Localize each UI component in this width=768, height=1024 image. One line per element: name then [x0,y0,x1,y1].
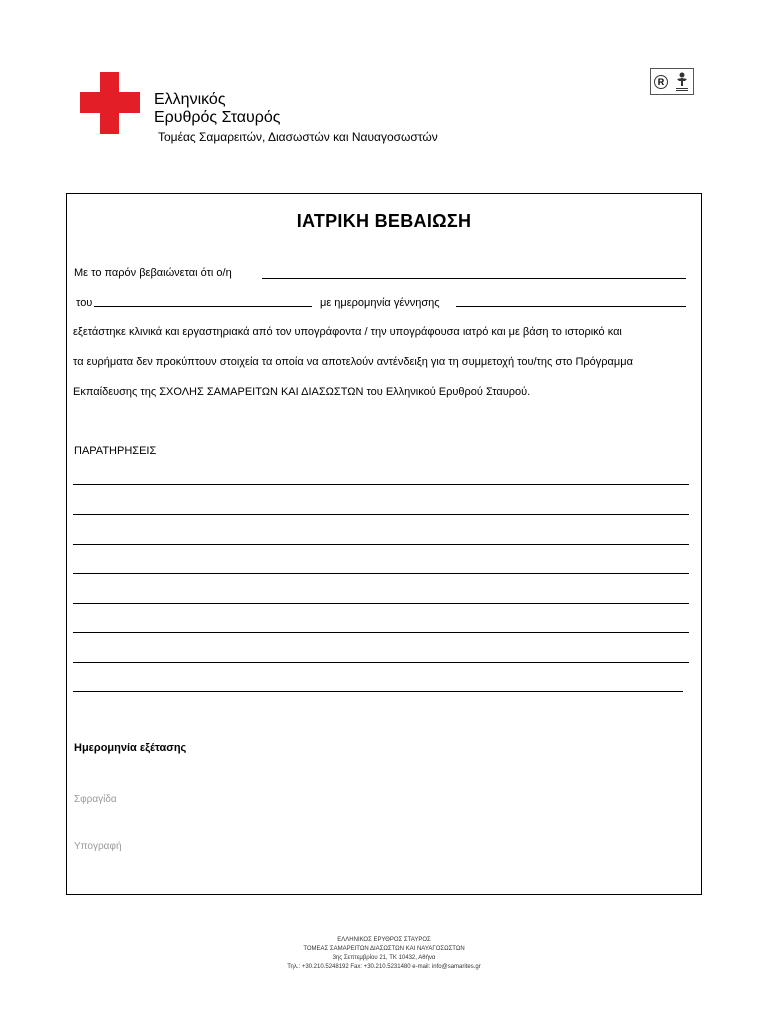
org-name-line1: Ελληνικός [154,91,226,108]
body-text-line3: Εκπαίδευσης της ΣΧΟΛΗΣ ΣΑΜΑΡΕΙΤΩΝ ΚΑΙ ΔΙΑΣΩΣΤΩΝ του Ελληνικού Ερυθρού Σταυρού. [73,386,531,398]
birth-date-label: με ημερομηνία γέννησης [320,297,440,309]
signature-label: Υπογραφή [74,841,122,852]
patient-name-field[interactable] [262,278,686,279]
org-sector: Τομέας Σαμαρειτών, Διασωστών και Ναυαγοσωστών [158,130,438,144]
certification-badge [650,68,694,95]
exam-date-label: Ημερομηνία εξέτασης [74,742,187,754]
birth-date-field[interactable] [456,306,686,307]
father-name-label: του [76,297,93,309]
remarks-line[interactable] [73,662,689,663]
remarks-line[interactable] [73,573,689,574]
patient-name-label: Με το παρόν βεβαιώνεται ότι ο/η [74,267,232,279]
stamp-label: Σφραγίδα [74,794,117,805]
footer-address: 3ης Σεπτεμβρίου 21, ΤΚ 10432, Αθήνα [332,955,436,961]
certification-figure-icon [674,71,690,93]
remarks-line[interactable] [73,514,689,515]
remarks-line[interactable] [73,632,689,633]
registered-mark-icon: R [654,75,668,89]
remarks-label: ΠΑΡΑΤΗΡΗΣΕΙΣ [74,445,157,457]
org-name-line2: Ερυθρός Σταυρός [154,109,281,126]
remarks-line[interactable] [73,484,689,485]
remarks-line[interactable] [73,691,683,692]
body-text-line2: τα ευρήματα δεν προκύπτουν στοιχεία τα οποία να αποτελούν αντένδειξη για τη συμμετοχή του/της στο Πρόγραμμα [73,356,633,368]
form-title: ΙΑΤΡΙΚΗ ΒΕΒΑΙΩΣΗ [296,211,472,231]
remarks-line[interactable] [73,544,689,545]
body-text-line1: εξετάστηκε κλινικά και εργαστηριακά από τον υπογράφοντα / την υπογράφουσα ιατρό και με βάση το ιστορικό και [73,326,622,338]
remarks-line[interactable] [73,603,689,604]
footer-sector: ΤΟΜΕΑΣ ΣΑΜΑΡΕΙΤΩΝ ΔΙΑΣΩΣΤΩΝ ΚΑΙ ΝΑΥΑΓΟΣΩΣΤΩΝ [303,946,465,952]
footer-contact: Τηλ.: +30.210.5248192 Fax: +30.210.5231480 e-mail: info@samarites.gr [287,964,481,970]
red-cross-logo-horizontal [80,92,140,113]
father-name-field[interactable] [94,306,312,307]
footer-org-name: ΕΛΛΗΝΙΚΟΣ ΕΡΥΘΡΟΣ ΣΤΑΥΡΟΣ [337,937,431,943]
